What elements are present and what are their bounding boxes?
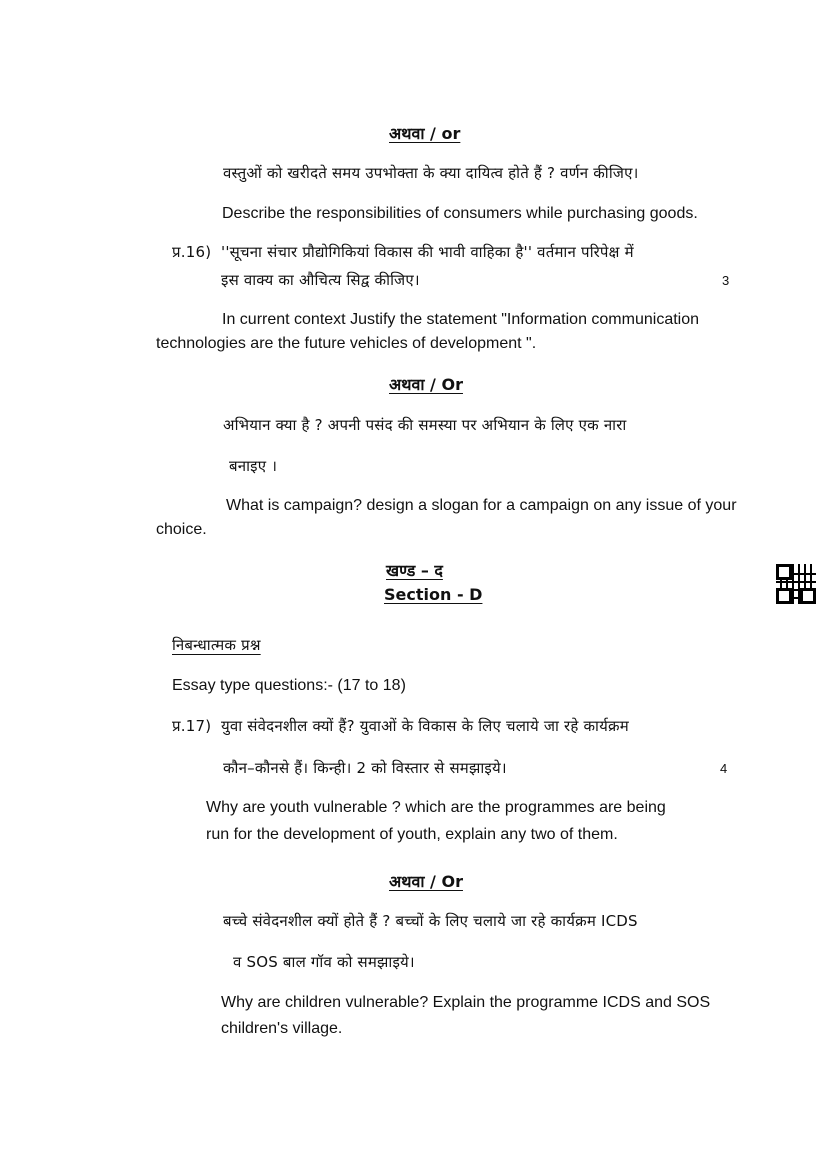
q16-hindi-line2: इस वाक्य का औचित्य सिद्व कीजिए। [221,271,420,289]
section-heading-english: Section - D [384,585,483,604]
q17-or-hindi-line2: व SOS बाल गॉव को समझाइये। [233,953,415,971]
q17-english-line2: run for the development of youth, explain any two of them. [206,826,618,843]
or-heading-2: अथवा / Or [389,375,463,394]
q17-or-hindi-line1: बच्चे संवेदनशील क्यों होते हैं ? बच्चों के लिए चलाये जा रहे कार्यक्रम ICDS [223,912,638,930]
or-heading-3: अथवा / Or [389,872,463,891]
essay-heading-english: Essay type questions:- (17 to 18) [172,677,406,694]
q16-number: प्र.16) [172,243,212,261]
q16-or-english-line1: What is campaign? design a slogan for a campaign on any issue of your [226,497,737,514]
q15-or-hindi: वस्तुओं को खरीदते समय उपभोक्ता के क्या दायित्व होते हैं ? वर्णन कीजिए। [223,164,639,182]
essay-heading-hindi: निबन्धात्मक प्रश्न [172,636,261,654]
section-heading-hindi: खण्ड – द [386,561,443,580]
q15-or-english: Describe the responsibilities of consumers while purchasing goods. [222,205,698,222]
or-heading-1: अथवा / or [389,124,461,143]
q17-english-line1: Why are youth vulnerable ? which are the programmes are being [206,799,666,816]
q17-hindi-line1: युवा संवेदनशील क्यों हैं? युवाओं के विकास के लिए चलाये जा रहे कार्यक्रम [221,717,629,735]
q16-or-hindi-line1: अभियान क्या है ? अपनी पसंद की समस्या पर अभियान के लिए एक नारा [223,416,627,434]
q17-or-english-line2: children's village. [221,1020,343,1037]
q16-english-line2: technologies are the future vehicles of development ". [156,335,537,352]
q16-english-line1: In current context Justify the statement "Information communication [222,311,700,328]
q16-hindi-line1: ''सूचना संचार प्रौद्योगिकियां विकास की भावी वाहिका है'' वर्तमान परिपेक्ष में [221,243,634,261]
qr-code-icon [776,564,816,604]
q17-hindi-line2: कौन–कौनसे हैं। किन्ही। 2 को विस्तार से समझाइये। [223,759,507,777]
q17-or-english-line1: Why are children vulnerable? Explain the programme ICDS and SOS [221,994,711,1011]
q16-marks: 3 [722,273,730,288]
q17-marks: 4 [720,761,728,776]
q17-number: प्र.17) [172,717,212,735]
q16-or-hindi-line2: बनाइए । [229,457,278,475]
q16-or-english-line2: choice. [156,521,207,538]
